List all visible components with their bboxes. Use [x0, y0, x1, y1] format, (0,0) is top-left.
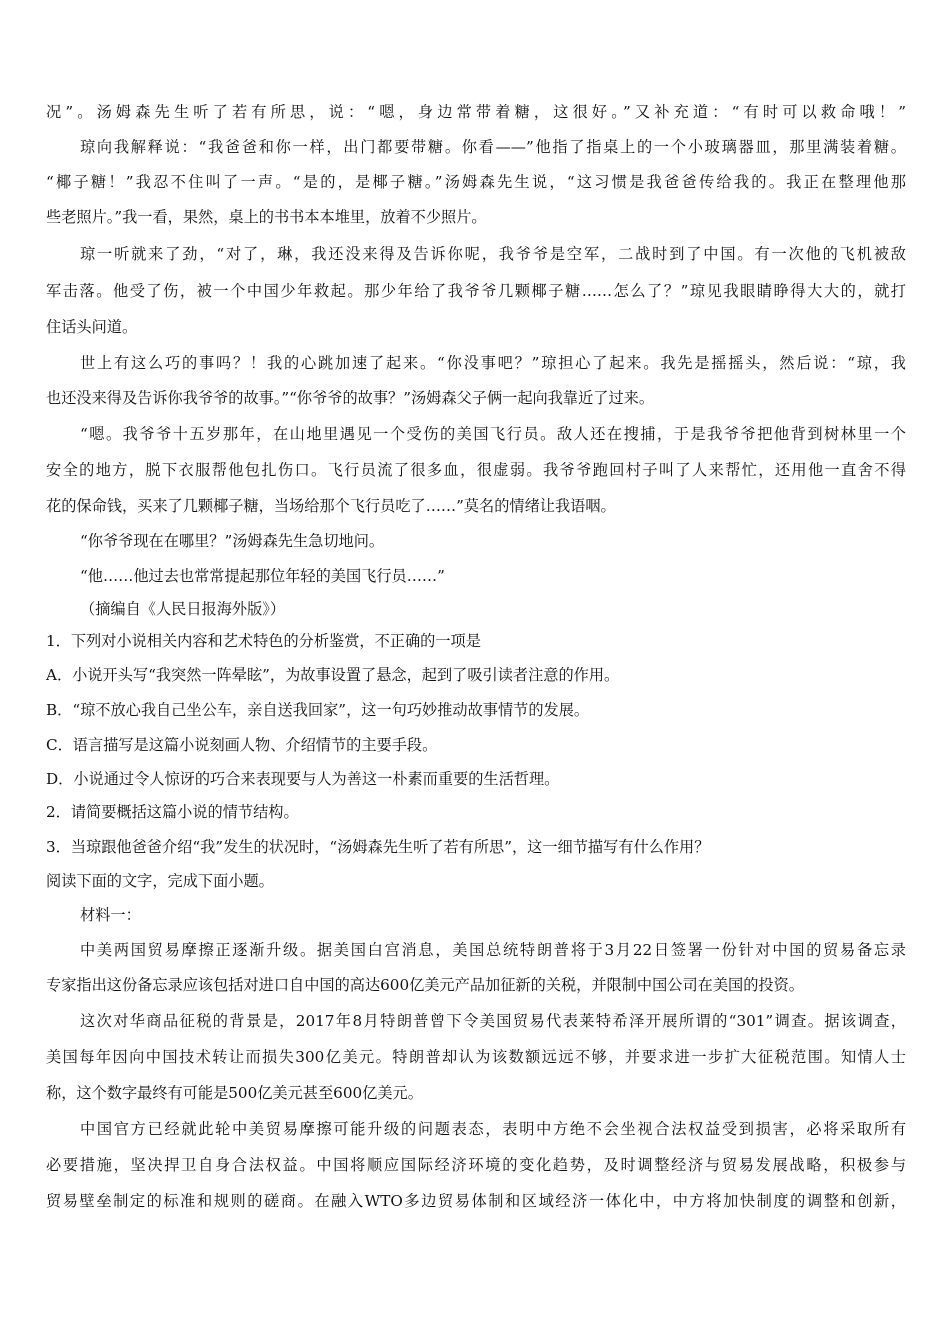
text-line: 花的保命钱，买来了几颗椰子糖，当场给那个飞行员吃了……”莫名的情绪让我语咽。 — [46, 497, 616, 515]
option-d: D．小说通过令人惊讶的巧合来表现要与人为善这一朴素而重要的生活哲理。 — [46, 770, 560, 788]
text-line: 这次对华商品征税的背景是，2017年8月特朗普曾下令美国贸易代表莱特希泽开展所谓的“301”调查。据该调查， — [80, 1012, 906, 1030]
text-line: 住话头问道。 — [46, 318, 138, 336]
text-line: 些老照片。”我一看，果然，桌上的书书本本堆里，放着不少照片。 — [46, 208, 487, 226]
question-3: 3．当琼跟他爸爸介绍“我”发生的状况时，“汤姆森先生听了若有所思”，这一细节描写有什么作用？ — [46, 838, 710, 856]
text-line: 称，这个数字最终有可能是500亿美元甚至600亿美元。 — [46, 1084, 423, 1102]
text-line: 况”。汤姆森先生听了若有所思，说：“嗯，身边常带着糖，这很好。”又补充道：“有时可以救命哦！” — [46, 103, 906, 121]
text-line: “嗯。我爷爷十五岁那年，在山地里遇见一个受伤的美国飞行员。敌人还在搜捕，于是我爷爷把他背到树林里一个 — [80, 425, 906, 443]
text-line: 必要措施，坚决捍卫自身合法权益。中国将顺应国际经济环境的变化趋势，及时调整经济与贸易发展战略，积极参与 — [46, 1156, 906, 1174]
text-line: 安全的地方，脱下衣服帮他包扎伤口。飞行员流了很多血，很虚弱。我爷爷跑回村子叫了人来帮忙，还用他一直舍不得 — [46, 461, 906, 479]
text-line: 美国每年因向中国技术转让而损失300亿美元。特朗普却认为该数额远远不够，并要求进一步扩大征税范围。知情人士 — [46, 1048, 906, 1066]
text-line: “你爷爷现在在哪里？”汤姆森先生急切地问。 — [80, 532, 385, 550]
reading-instruction: 阅读下面的文字，完成下面小题。 — [46, 872, 274, 890]
text-line: 军击落。他受了伤，被一个中国少年救起。那少年给了我爷爷几颗椰子糖……怎么了？”琼见我眼睛睁得大大的，就打 — [46, 282, 906, 300]
question-2: 2．请简要概括这篇小说的情节结构。 — [46, 803, 299, 821]
option-c: C．语言描写是这篇小说刻画人物、介绍情节的主要手段。 — [46, 736, 438, 754]
text-line: “他……他过去也常常提起那位年轻的美国飞行员……” — [80, 567, 445, 585]
text-line: 也还没来得及告诉你我爷爷的故事。”“你爷爷的故事？”汤姆森父子俩一起向我靠近了过来。 — [46, 389, 655, 407]
source-citation: （摘编自《人民日报海外版》） — [80, 600, 286, 618]
option-b: B．“琼不放心我自己坐公车，亲自送我回家”，这一句巧妙推动故事情节的发展。 — [46, 701, 590, 719]
text-line: 世上有这么巧的事吗？！我的心跳加速了起来。“你没事吧？”琼担心了起来。我先是摇摇头，然后说：“琼，我 — [80, 354, 906, 372]
text-line: 贸易壁垒制定的标准和规则的磋商。在融入WTO多边贸易体制和区域经济一体化中，中方将加快制度的调整和创新， — [46, 1192, 906, 1210]
material-heading: 材料一： — [80, 906, 141, 924]
text-line: 专家指出这份备忘录应该包括对进口自中国的高达600亿美元产品加征新的关税，并限制中国公司在美国的投资。 — [46, 976, 804, 994]
question-1: 1．下列对小说相关内容和艺术特色的分析鉴赏，不正确的一项是 — [46, 632, 481, 650]
option-a: A．小说开头写“我突然一阵晕眩”，为故事设置了悬念，起到了吸引读者注意的作用。 — [46, 666, 620, 684]
text-line: 中美两国贸易摩擦正逐渐升级。据美国白宫消息，美国总统特朗普将于3月22日签署一份针对中国的贸易备忘录 — [80, 941, 906, 959]
text-line: 中国官方已经就此轮中美贸易摩擦可能升级的问题表态，表明中方绝不会坐视合法权益受到损害，必将采取所有 — [80, 1120, 906, 1138]
text-line: 琼向我解释说：“我爸爸和你一样，出门都要带糖。你看——”他指了指桌上的一个小玻璃器皿，那里满装着糖。 — [80, 138, 906, 156]
text-line: “椰子糖！”我忍不住叫了一声。“是的，是椰子糖。”汤姆森先生说，“这习惯是我爸爸传给我的。我正在整理他那 — [46, 173, 906, 191]
text-line: 琼一听就来了劲，“对了，琳，我还没来得及告诉你呢，我爷爷是空军，二战时到了中国。有一次他的飞机被敌 — [80, 245, 906, 263]
